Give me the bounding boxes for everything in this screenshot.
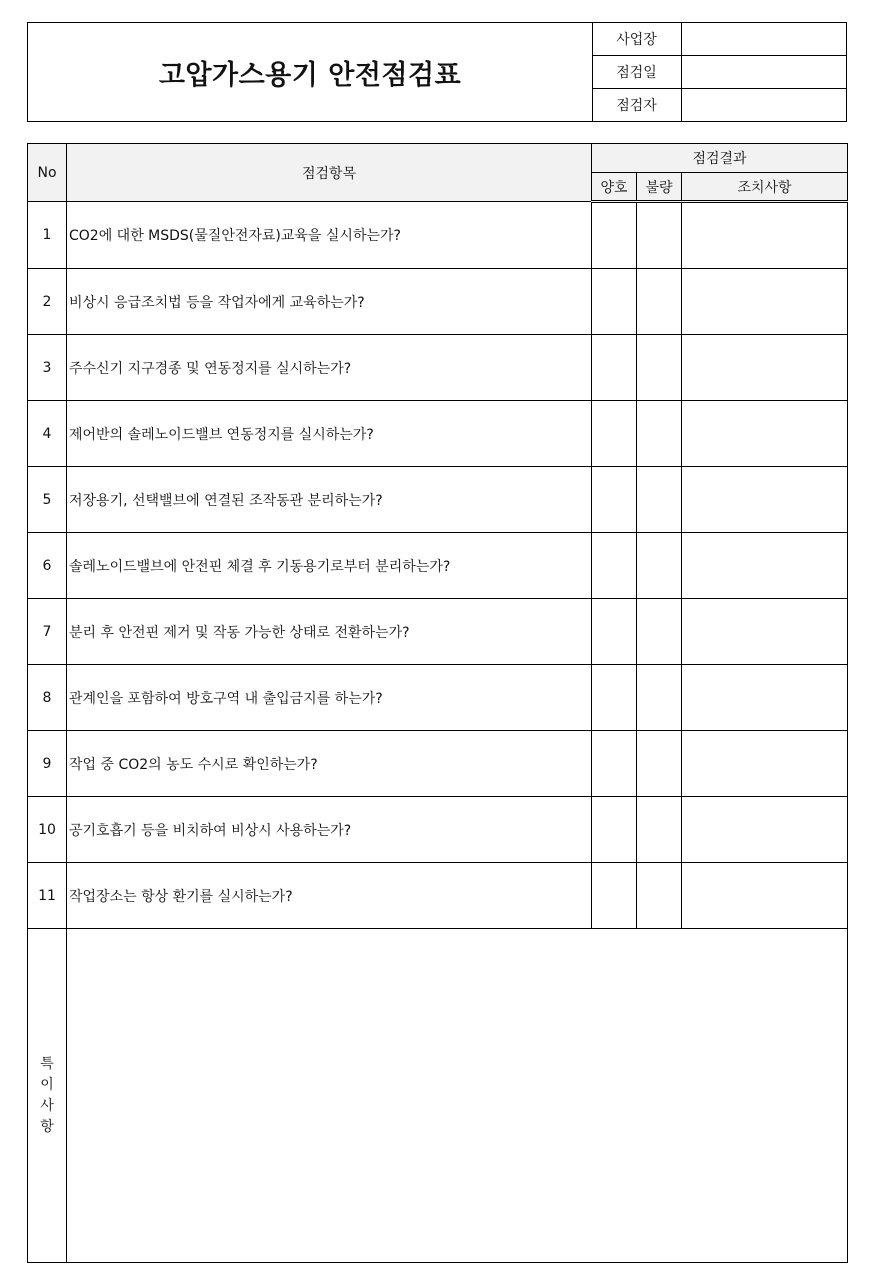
row-action-field[interactable] xyxy=(682,335,848,401)
table-row xyxy=(28,202,848,269)
row-number: 8 xyxy=(28,665,67,731)
row-bad-check[interactable] xyxy=(637,863,682,929)
meta-value-workplace[interactable] xyxy=(682,23,846,55)
row-good-check[interactable] xyxy=(592,665,637,731)
table-row xyxy=(28,665,848,731)
row-good-check[interactable] xyxy=(592,269,637,335)
meta-value-date[interactable] xyxy=(682,56,846,88)
table-row xyxy=(28,533,848,599)
form-header xyxy=(27,22,847,122)
meta-row-workplace xyxy=(592,23,846,55)
row-number: 3 xyxy=(28,335,67,401)
row-action-field[interactable] xyxy=(682,269,848,335)
row-bad-check[interactable] xyxy=(637,269,682,335)
row-good-check[interactable] xyxy=(592,467,637,533)
header-no: No xyxy=(28,144,67,202)
row-good-check[interactable] xyxy=(592,401,637,467)
table-row xyxy=(28,335,848,401)
header-result: 점검결과 xyxy=(592,144,848,173)
header-good: 양호 xyxy=(592,173,637,202)
remarks-label-char: 사 xyxy=(40,1097,54,1114)
row-item: 공기호흡기 등을 비치하여 비상시 사용하는가? xyxy=(67,797,592,863)
remarks-label-char: 이 xyxy=(40,1076,54,1093)
table-row xyxy=(28,401,848,467)
row-number: 5 xyxy=(28,467,67,533)
row-number: 10 xyxy=(28,797,67,863)
row-number: 1 xyxy=(28,202,67,269)
row-item: CO2에 대한 MSDS(물질안전자료)교육을 실시하는가? xyxy=(67,202,592,269)
row-good-check[interactable] xyxy=(592,335,637,401)
meta-label-workplace: 사업장 xyxy=(592,23,682,55)
header-item: 점검항목 xyxy=(67,144,592,202)
remarks-label-char: 항 xyxy=(40,1118,54,1135)
row-good-check[interactable] xyxy=(592,599,637,665)
row-action-field[interactable] xyxy=(682,797,848,863)
row-bad-check[interactable] xyxy=(637,599,682,665)
title-cell xyxy=(28,23,593,121)
row-action-field[interactable] xyxy=(682,533,848,599)
row-bad-check[interactable] xyxy=(637,665,682,731)
header-action: 조치사항 xyxy=(682,173,848,202)
row-action-field[interactable] xyxy=(682,731,848,797)
row-number: 11 xyxy=(28,863,67,929)
row-action-field[interactable] xyxy=(682,401,848,467)
table-row xyxy=(28,863,848,929)
table-row xyxy=(28,467,848,533)
row-item: 주수신기 지구경종 및 연동정지를 실시하는가? xyxy=(67,335,592,401)
row-good-check[interactable] xyxy=(592,797,637,863)
row-item: 제어반의 솔레노이드밸브 연동정지를 실시하는가? xyxy=(67,401,592,467)
row-good-check[interactable] xyxy=(592,731,637,797)
row-bad-check[interactable] xyxy=(637,731,682,797)
remarks-label-char: 특 xyxy=(40,1055,54,1072)
row-action-field[interactable] xyxy=(682,599,848,665)
page-title: 고압가스용기 안전점검표 xyxy=(158,59,462,91)
meta-row-inspector xyxy=(592,88,846,121)
row-item: 저장용기, 선택밸브에 연결된 조작동관 분리하는가? xyxy=(67,467,592,533)
row-action-field[interactable] xyxy=(682,202,848,269)
checklist-table xyxy=(27,143,848,1263)
row-number: 6 xyxy=(28,533,67,599)
table-row xyxy=(28,731,848,797)
row-bad-check[interactable] xyxy=(637,467,682,533)
remarks-label xyxy=(28,929,67,1263)
table-row xyxy=(28,269,848,335)
row-action-field[interactable] xyxy=(682,467,848,533)
row-number: 2 xyxy=(28,269,67,335)
row-number: 4 xyxy=(28,401,67,467)
row-good-check[interactable] xyxy=(592,533,637,599)
row-item: 비상시 응급조치법 등을 작업자에게 교육하는가? xyxy=(67,269,592,335)
row-item: 관계인을 포함하여 방호구역 내 출입금지를 하는가? xyxy=(67,665,592,731)
meta-value-inspector[interactable] xyxy=(682,89,846,121)
row-bad-check[interactable] xyxy=(637,797,682,863)
row-bad-check[interactable] xyxy=(637,401,682,467)
meta-label-date: 점검일 xyxy=(592,56,682,88)
row-bad-check[interactable] xyxy=(637,533,682,599)
row-action-field[interactable] xyxy=(682,863,848,929)
row-item: 솔레노이드밸브에 안전핀 체결 후 기동용기로부터 분리하는가? xyxy=(67,533,592,599)
table-row xyxy=(28,797,848,863)
row-number: 7 xyxy=(28,599,67,665)
table-row xyxy=(28,599,848,665)
row-bad-check[interactable] xyxy=(637,335,682,401)
meta-row-date xyxy=(592,55,846,88)
row-item: 작업 중 CO2의 농도 수시로 확인하는가? xyxy=(67,731,592,797)
row-good-check[interactable] xyxy=(592,863,637,929)
row-good-check[interactable] xyxy=(592,202,637,269)
meta-block xyxy=(592,23,846,121)
row-bad-check[interactable] xyxy=(637,202,682,269)
row-item: 분리 후 안전핀 제거 및 작동 가능한 상태로 전환하는가? xyxy=(67,599,592,665)
meta-label-inspector: 점검자 xyxy=(592,89,682,121)
row-item: 작업장소는 항상 환기를 실시하는가? xyxy=(67,863,592,929)
remarks-field[interactable] xyxy=(67,929,848,1263)
row-action-field[interactable] xyxy=(682,665,848,731)
row-number: 9 xyxy=(28,731,67,797)
header-bad: 불량 xyxy=(637,173,682,202)
